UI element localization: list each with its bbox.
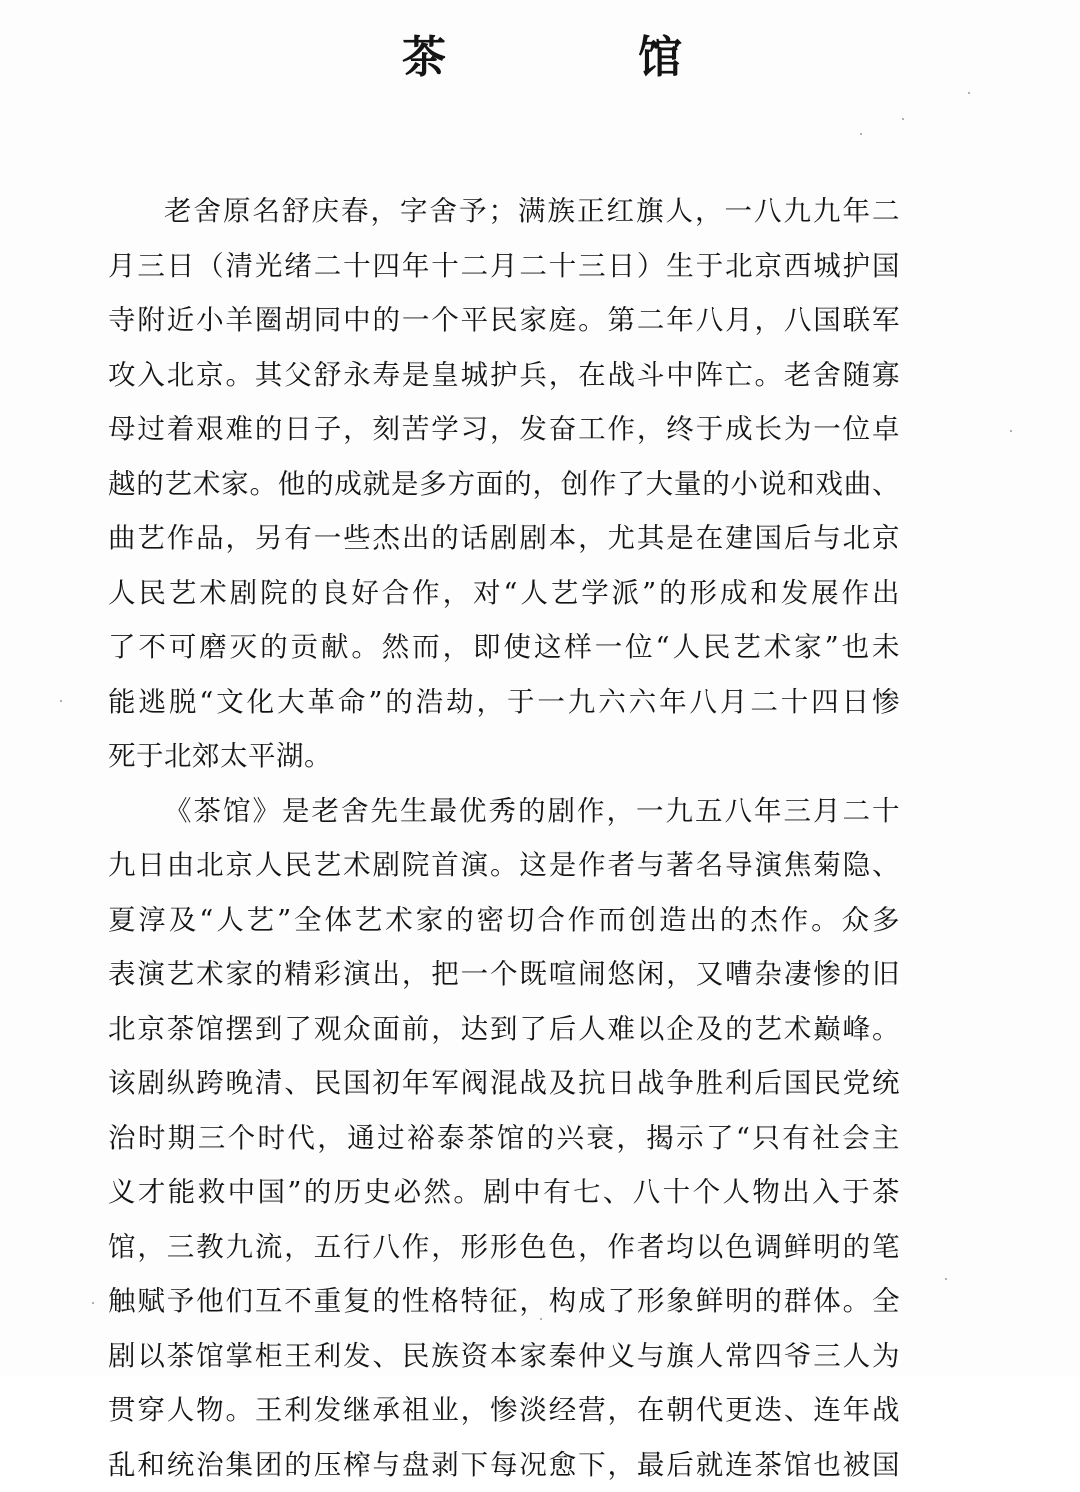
paragraph-2 [108, 784, 900, 1492]
text-line: 剧以茶馆掌柜王利发、民族资本家秦仲义与旗人常四爷三人为 [108, 1329, 900, 1384]
text-line: 馆，三教九流，五行八作，形形色色，作者均以色调鲜明的笔 [108, 1220, 900, 1275]
text-line: 表演艺术家的精彩演出，把一个既喧闹悠闲，又嘈杂凄惨的旧 [108, 947, 900, 1002]
scan-speck [92, 1302, 94, 1304]
text-line: 死于北郊太平湖。 [108, 729, 900, 784]
scan-speck [60, 700, 62, 702]
scan-speck [968, 92, 970, 94]
text-line: 义才能救中国”的历史必然。剧中有七、八十个人物出入于茶 [108, 1165, 900, 1220]
text-line: 月三日（清光绪二十四年十二月二十三日）生于北京西城护国 [108, 239, 900, 294]
text-line: 夏淳及“人艺”全体艺术家的密切合作而创造出的杰作。众多 [108, 893, 900, 948]
text-line: 了不可磨灭的贡献。然而，即使这样一位“人民艺术家”也未 [108, 620, 900, 675]
text-line: 能逃脱“文化大革命”的浩劫，于一九六六年八月二十四日惨 [108, 675, 900, 730]
text-line: 九日由北京人民艺术剧院首演。这是作者与著名导演焦菊隐、 [108, 838, 900, 893]
scan-speck [902, 118, 904, 120]
text-line: 乱和统治集团的压榨与盘剥下每况愈下，最后就连茶馆也被国 [108, 1438, 900, 1492]
text-line: 贯穿人物。王利发继承祖业，惨淡经营，在朝代更迭、连年战 [108, 1383, 900, 1438]
page-title: 茶 馆 [0, 28, 1080, 88]
text-line: 该剧纵跨晚清、民国初年军阀混战及抗日战争胜利后国民党统 [108, 1056, 900, 1111]
text-line: 触赋予他们互不重复的性格特征，构成了形象鲜明的群体。全 [108, 1274, 900, 1329]
text-line: 母过着艰难的日子，刻苦学习，发奋工作，终于成长为一位卓 [108, 402, 900, 457]
text-line: 曲艺作品，另有一些杰出的话剧剧本，尤其是在建国后与北京 [108, 511, 900, 566]
text-line: 寺附近小羊圈胡同中的一个平民家庭。第二年八月，八国联军 [108, 293, 900, 348]
text-line: 老舍原名舒庆春，字舍予；满族正红旗人，一八九九年二 [108, 184, 900, 239]
text-line: 越的艺术家。他的成就是多方面的，创作了大量的小说和戏曲、 [108, 457, 900, 512]
paragraph-1 [108, 184, 900, 784]
text-line: 人民艺术剧院的良好合作，对“人艺学派”的形成和发展作出 [108, 566, 900, 621]
text-line: 攻入北京。其父舒永寿是皇城护兵，在战斗中阵亡。老舍随寡 [108, 348, 900, 403]
document-body [108, 184, 900, 1492]
scan-speck [540, 1318, 542, 1320]
scan-speck [860, 133, 862, 135]
scan-speck [1010, 430, 1012, 432]
text-line: 北京茶馆摆到了观众面前，达到了后人难以企及的艺术巅峰。 [108, 1002, 900, 1057]
text-line: 治时期三个时代，通过裕泰茶馆的兴衰，揭示了“只有社会主 [108, 1111, 900, 1166]
scan-speck [945, 1278, 947, 1280]
text-line: 《茶馆》是老舍先生最优秀的剧作，一九五八年三月二十 [108, 784, 900, 839]
